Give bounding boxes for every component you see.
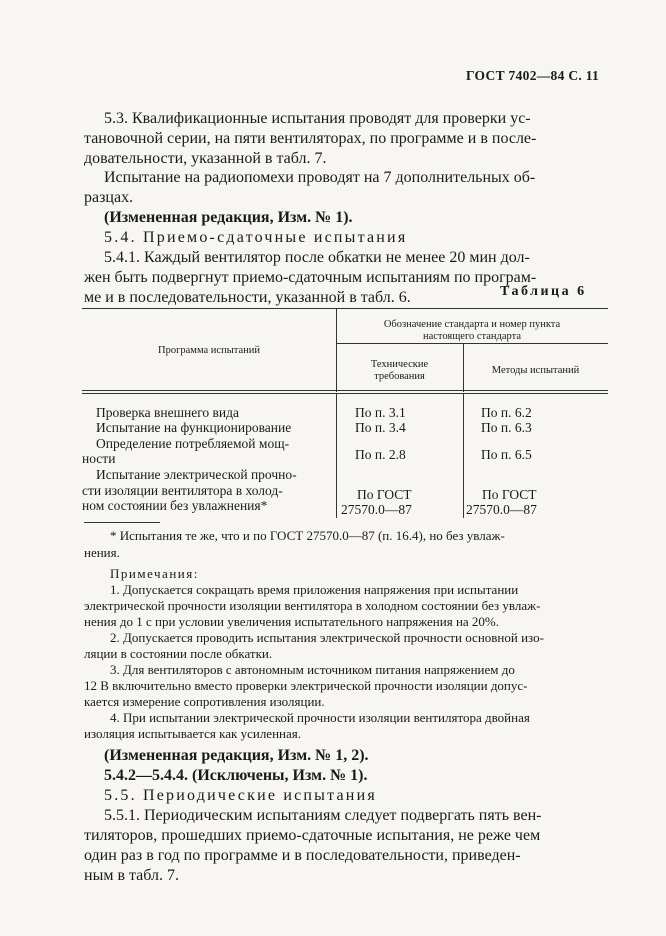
paragraph-line: тиляторов, прошедших приемо-сдаточные испытания, не реже чем: [84, 827, 541, 844]
section-heading: 5.4. Приемо-сдаточные испытания: [104, 229, 408, 246]
note-line: ляции в состоянии после обкатки.: [84, 646, 273, 661]
table-cell-requirement: По п. 3.4: [355, 420, 406, 435]
table-header-requirements: Технические: [370, 359, 429, 370]
table-cell-method: По п. 6.2: [481, 405, 532, 420]
table-cell-program: Определение потребляемой мощ-: [96, 436, 290, 451]
paragraph-line: довательности, указанной в табл. 7.: [84, 150, 327, 167]
table-cell-requirement: По ГОСТ: [357, 487, 412, 502]
note-line: 2. Допускается проводить испытания электрической прочности основной изо-: [110, 630, 544, 645]
table-header-rule: [82, 393, 608, 394]
table-divider: [336, 394, 337, 518]
table-cell-method: По п. 6.3: [481, 420, 532, 435]
table-cell-method: По п. 6.5: [481, 447, 532, 462]
paragraph-line: жен быть подвергнут приемо-сдаточным испытаниям по програм-: [84, 269, 537, 286]
note-line: кается измерение сопротивления изоляции.: [84, 694, 325, 709]
note-line: 12 В включительно вместо проверки электрической прочности изоляции допус-: [84, 678, 528, 693]
table-cell-requirement: По п. 2.8: [355, 447, 406, 462]
table-cell-program: Испытание на функционирование: [96, 420, 292, 435]
paragraph-line: 5.5.1. Периодическим испытаниям следует подвергать пять вен-: [104, 807, 542, 824]
footnote-line: * Испытания те же, что и по ГОСТ 27570.0—87 (п. 16.4), но без увлаж-: [110, 528, 505, 543]
table-cell-program: ном состоянии без увлажнения*: [82, 498, 268, 513]
table-divider: [336, 343, 608, 344]
footnote-line: нения.: [84, 545, 120, 560]
note-line: 1. Допускается сокращать время приложения напряжения при испытании: [110, 582, 519, 597]
table-cell-requirement: 27570.0—87: [341, 502, 412, 517]
table-top-rule: [82, 308, 608, 309]
table-divider: [463, 394, 464, 518]
table-cell-program: Проверка внешнего вида: [96, 405, 239, 420]
paragraph-line: 5.3. Квалификационные испытания проводят для проверки ус-: [104, 110, 531, 127]
table-cell-program: сти изоляции вентилятора в холод-: [82, 483, 283, 498]
footnote-rule: [84, 522, 160, 523]
note-line: 3. Для вентиляторов с автономным источником питания напряжением до: [110, 662, 515, 677]
paragraph-line: один раз в год по программе и в последовательности, приведен-: [84, 847, 521, 864]
note-line: 4. При испытании электрической прочности изоляции вентилятора двойная: [110, 710, 530, 725]
paragraph-line: разцах.: [84, 189, 134, 206]
table-header-group: настоящего стандарта: [422, 331, 522, 342]
section-heading: 5.5. Периодические испытания: [104, 787, 377, 804]
note-line: изоляция испытывается как усиленная.: [84, 726, 301, 741]
amendment-note: (Измененная редакция, Изм. № 1).: [104, 209, 353, 226]
amendment-note: (Измененная редакция, Изм. № 1, 2).: [104, 747, 369, 764]
table-cell-requirement: По п. 3.1: [355, 405, 406, 420]
table-cell-program: Испытание электрической прочно-: [96, 467, 297, 482]
table-header-group: Обозначение стандарта и номер пункта: [383, 319, 561, 330]
table-cell-program: ности: [82, 451, 116, 466]
table-cell-method: 27570.0—87: [466, 502, 537, 517]
paragraph-line: ме и в последовательности, указанной в табл. 6.: [84, 289, 411, 306]
paragraph-line: тановочной серии, на пяти вентиляторах, по программе и в после-: [84, 130, 537, 147]
table-header-program: Программа испытаний: [158, 345, 260, 356]
table-header-methods: Методы испытаний: [491, 365, 580, 376]
note-line: электрической прочности изоляции вентилятора в холодном состоянии без увлаж-: [84, 598, 541, 613]
table-cell-method: По ГОСТ: [482, 487, 537, 502]
paragraph-line: Испытание на радиопомехи проводят на 7 дополнительных об-: [104, 169, 536, 186]
amendment-note: 5.4.2—5.4.4. (Исключены, Изм. № 1).: [104, 767, 368, 784]
page-header: ГОСТ 7402—84 С. 11: [466, 68, 600, 83]
note-line: нения до 1 с при условии увеличения испытательного напряжения на 20%.: [84, 614, 500, 629]
table-header-rule: [82, 390, 608, 391]
table-header-requirements: требования: [374, 371, 425, 382]
notes-title: Примечания:: [110, 566, 199, 581]
paragraph-line: ным в табл. 7.: [84, 867, 180, 884]
table-caption: Таблица 6: [500, 284, 587, 299]
paragraph-line: 5.4.1. Каждый вентилятор после обкатки не менее 20 мин дол-: [104, 249, 530, 266]
